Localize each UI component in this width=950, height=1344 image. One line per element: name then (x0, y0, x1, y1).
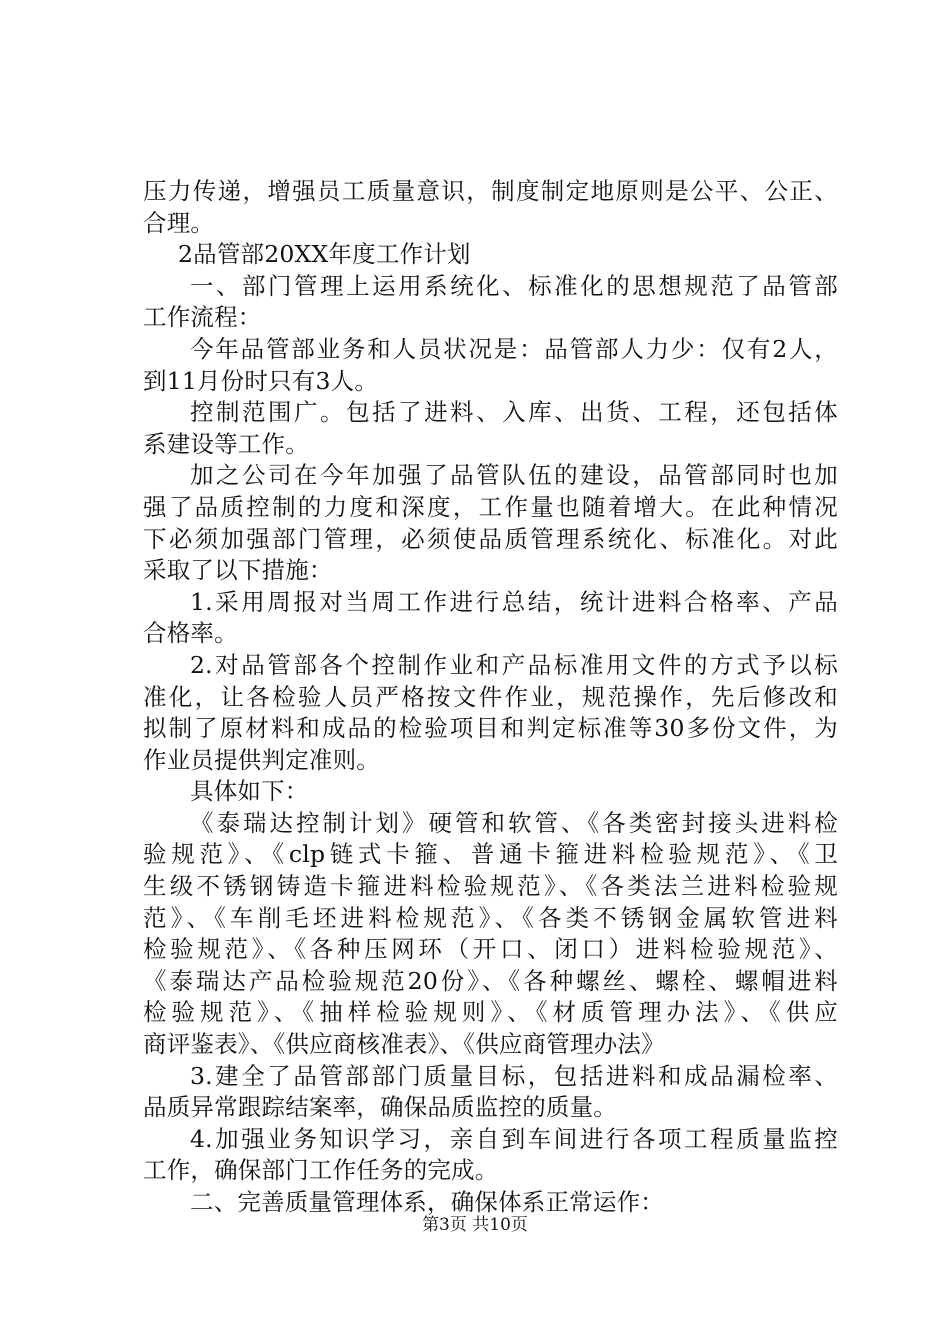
text-line: 生级不锈钢铸造卡箍进料检验规范》、《各类法兰进料检验规 (143, 872, 838, 901)
text-line: 加之公司在今年加强了品管队伍的建设，品管部同时也加 (190, 461, 838, 490)
text-line: 作业员提供判定准则。 (143, 745, 380, 774)
text-line: 工作，确保部门工作任务的完成。 (143, 1156, 499, 1185)
text-line: 二、完善质量管理体系，确保体系正常运作： (190, 1188, 664, 1216)
text-line: 压力传递，增强员工质量意识，制度制定地原则是公平、公正、 (143, 177, 838, 205)
text-line: 控制范围广。包括了进料、入库、出货、工程，还包括体 (190, 398, 838, 427)
text-line: 强了品质控制的力度和深度，工作量也随着增大。在此种情况 (143, 492, 838, 521)
text-line: 3.建全了品管部部门质量目标，包括进料和成品漏检率、 (190, 1061, 838, 1090)
text-line: 到11月份时只有3人。 (143, 366, 379, 395)
text-line: 一、部门管理上运用系统化、标准化的思想规范了品管部 (190, 271, 838, 300)
text-line: 下必须加强部门管理，必须使品质管理系统化、标准化。对此 (143, 524, 838, 553)
section-heading: 2品管部20XX年度工作计划 (178, 240, 471, 269)
text-line: 今年品管部业务和人员状况是：品管部人力少：仅有2人， (190, 334, 838, 363)
text-line: 4.加强业务知识学习，亲自到车间进行各项工程质量监控 (190, 1124, 838, 1153)
text-line: 合理。 (143, 208, 215, 237)
text-line: 1.采用周报对当周工作进行总结，统计进料合格率、产品 (190, 587, 838, 616)
text-line: 合格率。 (143, 619, 238, 648)
text-line: 2.对品管部各个控制作业和产品标准用文件的方式予以标 (190, 650, 838, 679)
page-number-footer: 第3页 共10页 (422, 1215, 528, 1235)
text-line: 拟制了原材料和成品的检验项目和判定标准等30多份文件，为 (143, 714, 838, 743)
text-line: 《泰瑞达控制计划》硬管和软管、《各类密封接头进料检 (190, 808, 838, 837)
text-line: 系建设等工作。 (143, 429, 309, 458)
text-line: 《泰瑞达产品检验规范20份》、《各种螺丝、螺栓、螺帽进料 (143, 966, 838, 995)
text-line: 商评鉴表》、《供应商核准表》、《供应商管理办法》 (143, 1030, 665, 1059)
text-line: 具体如下： (190, 777, 309, 806)
document-body (143, 176, 838, 1219)
text-line: 采取了以下措施： (143, 556, 333, 585)
text-line: 检验规范》、《抽样检验规则》、《材质管理办法》、《供应 (143, 998, 838, 1027)
text-line: 工作流程： (143, 303, 262, 332)
text-line: 检验规范》、《各种压网环（开口、闭口）进料检验规范》、 (143, 935, 838, 964)
text-line: 准化，让各检验人员严格按文件作业，规范操作，先后修改和 (143, 682, 838, 711)
text-line: 品质异常跟踪结案率，确保品质监控的质量。 (143, 1093, 617, 1122)
text-line: 范》、《车削毛坯进料检规范》、《各类不锈钢金属软管进料 (143, 903, 838, 932)
text-line: 验规范》、《clp链式卡箍、普通卡箍进料检验规范》、《卫 (143, 840, 838, 869)
